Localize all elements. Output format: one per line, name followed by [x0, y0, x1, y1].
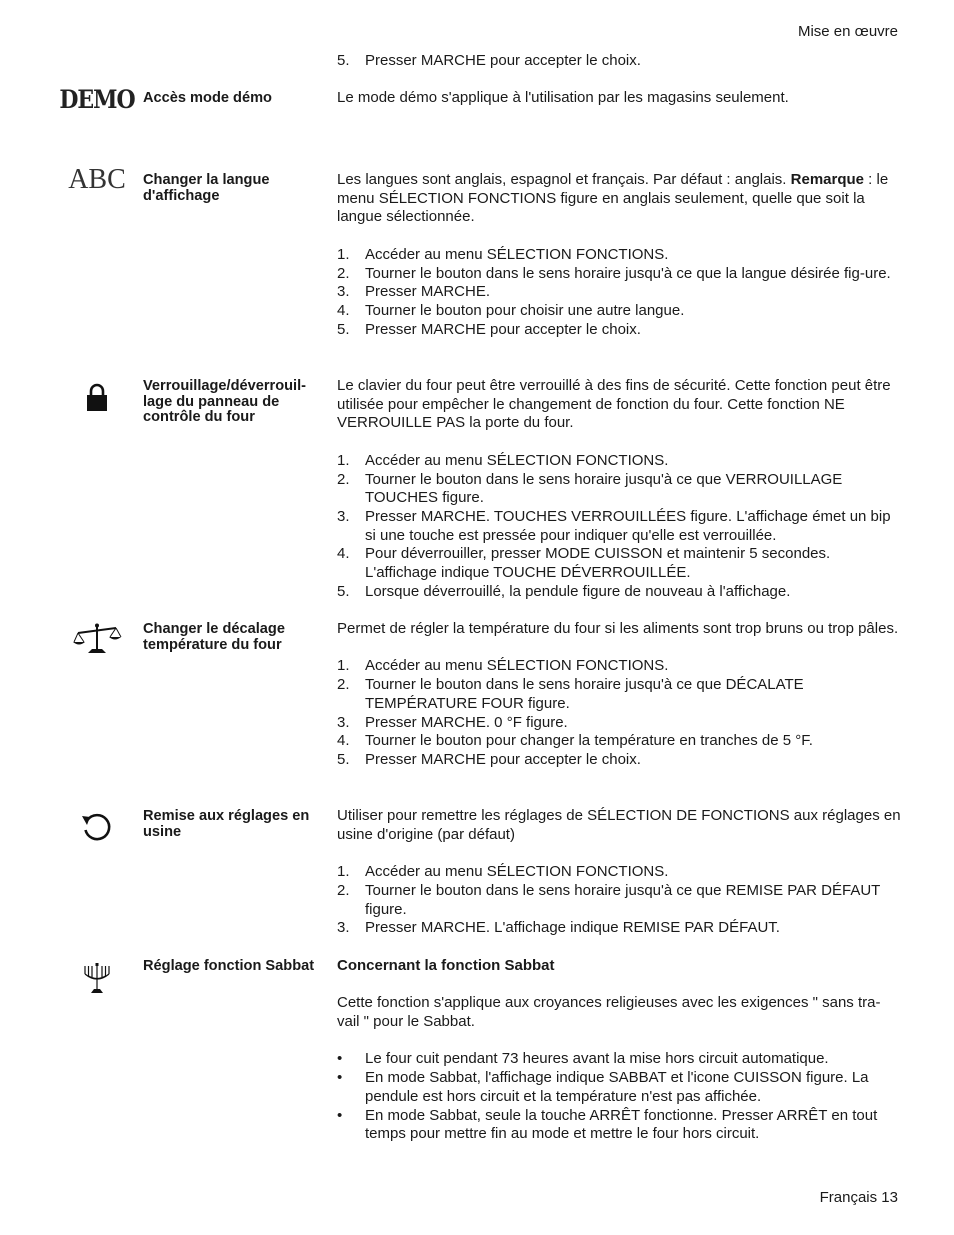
section-title: Remise aux réglages en usine [143, 808, 310, 840]
list-item: 3. Presser MARCHE. [337, 283, 491, 301]
section-title: Changer le décalage température du four [143, 621, 285, 653]
list-item: 3. Presser MARCHE. 0 °F figure. [337, 713, 568, 731]
list-item: 1. Accéder au menu SÉLECTION FONCTIONS. [337, 863, 669, 881]
list-item: 1. Accéder au menu SÉLECTION FONCTIONS. [337, 245, 669, 263]
demo-icon: DEMO [59, 84, 135, 115]
list-item: 4. Pour déverrouiller, presser MODE CUISSON et maintenir 5 secondes. L'affichage indique TOUCHE DÉVERROUILLÉE. [337, 545, 831, 582]
list-item: 4. Tourner le bouton pour choisir une autre langue. [337, 301, 685, 319]
list-item: 1. Accéder au menu SÉLECTION FONCTIONS. [337, 657, 669, 675]
section-body: Utiliser pour remettre les réglages de SÉLECTION DE FONCTIONS aux réglages en usine d'origine (par défaut) 1. Accéder au menu SÉLECTION FONCTIONS. 2. Tourner le bouton dans le sens horaire jusqu'à ce que REMISE PAR DÉFAUT figure. 3. Presser MARCHE. L'affichage indique REMISE PAR DÉFAUT. [337, 807, 901, 937]
list-item: 5. Presser MARCHE pour accepter le choix. [337, 52, 641, 69]
section-body: Permet de régler la température du four si les aliments sont trop bruns ou trop pâles. 1. Accéder au menu SÉLECTION FONCTIONS. 2. Tourner le bouton dans le sens horaire jusqu'à ce que DÉCALATE TEMPÉRATURE FOUR figure. 3. Presser MARCHE. 0 °F figure. 4. Tourner le bouton pour changer la température en tranches de 5 °F. 5. Presser MARCHE pour accepter le choix. [337, 620, 902, 770]
lock-icon [66, 382, 128, 422]
section-body: Le mode démo s'applique à l'utilisation par les magasins seulement. [337, 89, 789, 106]
list-item: 5. Lorsque déverrouillé, la pendule figure de nouveau à l'affichage. [337, 582, 791, 600]
section-subheading: Concernant la fonction Sabbat [337, 957, 555, 974]
bullet-list [337, 1050, 902, 1144]
list-item: 4. Tourner le bouton pour changer la température en tranches de 5 °F. [337, 732, 813, 750]
list-item: 2. Tourner le bouton dans le sens horaire jusqu'à ce que la langue désirée fig-ure. [337, 264, 891, 282]
list-item: • En mode Sabbat, seule la touche ARRÊT fonctionne. Presser ARRÊT en tout temps pour mettre fin au mode et mettre le four hors circuit. [337, 1106, 878, 1143]
steps-list [337, 246, 902, 340]
section-title: Réglage fonction Sabbat [143, 958, 315, 974]
list-item: 3. Presser MARCHE. TOUCHES VERROUILLÉES figure. L'affichage émet un bip si une touche est pressée pour indiquer qu'elle est verrouillée. [337, 507, 891, 544]
list-item: • En mode Sabbat, l'affichage indique SABBAT et l'icone CUISSON figure. La pendule est hors circuit et la température n'est pas affichée. [337, 1069, 869, 1105]
section-title: Accès mode démo [143, 90, 272, 106]
running-header: Mise en œuvre [797, 23, 898, 40]
section-intro: Les langues sont anglais, espagnol et français. Par défaut : anglais. Remarque : le menu SÉLECTION FONCTIONS figure en anglais seulement, quelle que soit la langue sélectionnée. [337, 171, 889, 226]
section-body: Le clavier du four peut être verrouillé à des fins de sécurité. Cette fonction peut être utilisée pour empêcher le changement de fonction du four. Cette fonction NE VERROUILLE PAS la porte du four. 1. Accéder au menu SÉLECTION FONCTIONS. 2. Tourner le bouton dans le sens horaire jusqu'à ce que VERROUILLAGE TOUCHES figure. 3. Presser MARCHE. TOUCHES VERROUILLÉES figure. L'affichage émet un bip si une touche est pressée pour indiquer qu'elle est verrouillée. 4. Pour déverrouiller, presser MODE CUISSON et maintenir 5 secondes. L'affichage indique TOUCHE DÉVERROUILLÉE. 5. Lorsque déverrouillé, la pendule figure de nouveau à l'affichage. [337, 377, 902, 601]
list-item: 5. Presser MARCHE pour accepter le choix. [337, 320, 641, 338]
list-item: 1. Accéder au menu SÉLECTION FONCTIONS. [337, 451, 669, 469]
list-item: 2. Tourner le bouton dans le sens horaire jusqu'à ce que DÉCALATE TEMPÉRATURE FOUR figure. [337, 676, 804, 712]
list-item: • Le four cuit pendant 73 heures avant la mise hors circuit automatique. [337, 1050, 829, 1068]
menorah-icon [66, 962, 128, 1002]
list-item: 5. Presser MARCHE pour accepter le choix. [337, 750, 641, 768]
list-item: 2. Tourner le bouton dans le sens horaire jusqu'à ce que VERROUILLAGE TOUCHES figure. [337, 470, 843, 507]
section-body: Concernant la fonction Sabbat Cette fonction s'applique aux croyances religieuses avec les exigences " sans tra-vail " pour le Sabbat. • Le four cuit pendant 73 heures avant la mise hors circuit automatique. • En mode Sabbat, l'affichage indique SABBAT et l'icone CUISSON figure. La pendule est hors circuit et la température n'est pas affichée. • En mode Sabbat, seule la touche ARRÊT fonctionne. Presser ARRÊT en tout temps pour mettre fin au mode et mettre le four hors circuit. [337, 957, 902, 1144]
list-item: 2. Tourner le bouton dans le sens horaire jusqu'à ce que REMISE PAR DÉFAUT figure. [337, 881, 881, 918]
page-footer: Français 13 [819, 1189, 898, 1206]
steps-list [337, 863, 902, 938]
list-item: 3. Presser MARCHE. L'affichage indique REMISE PAR DÉFAUT. [337, 919, 780, 937]
steps-list [337, 657, 902, 769]
section-title: Verrouillage/déverrouil-lage du panneau de contrôle du four [143, 378, 307, 426]
section-body [337, 171, 902, 339]
scale-icon [66, 622, 128, 662]
steps-list [337, 452, 902, 602]
reset-icon [66, 810, 128, 850]
section-title: Changer la langue d'affichage [143, 172, 270, 204]
abc-icon: ABC [68, 164, 126, 195]
